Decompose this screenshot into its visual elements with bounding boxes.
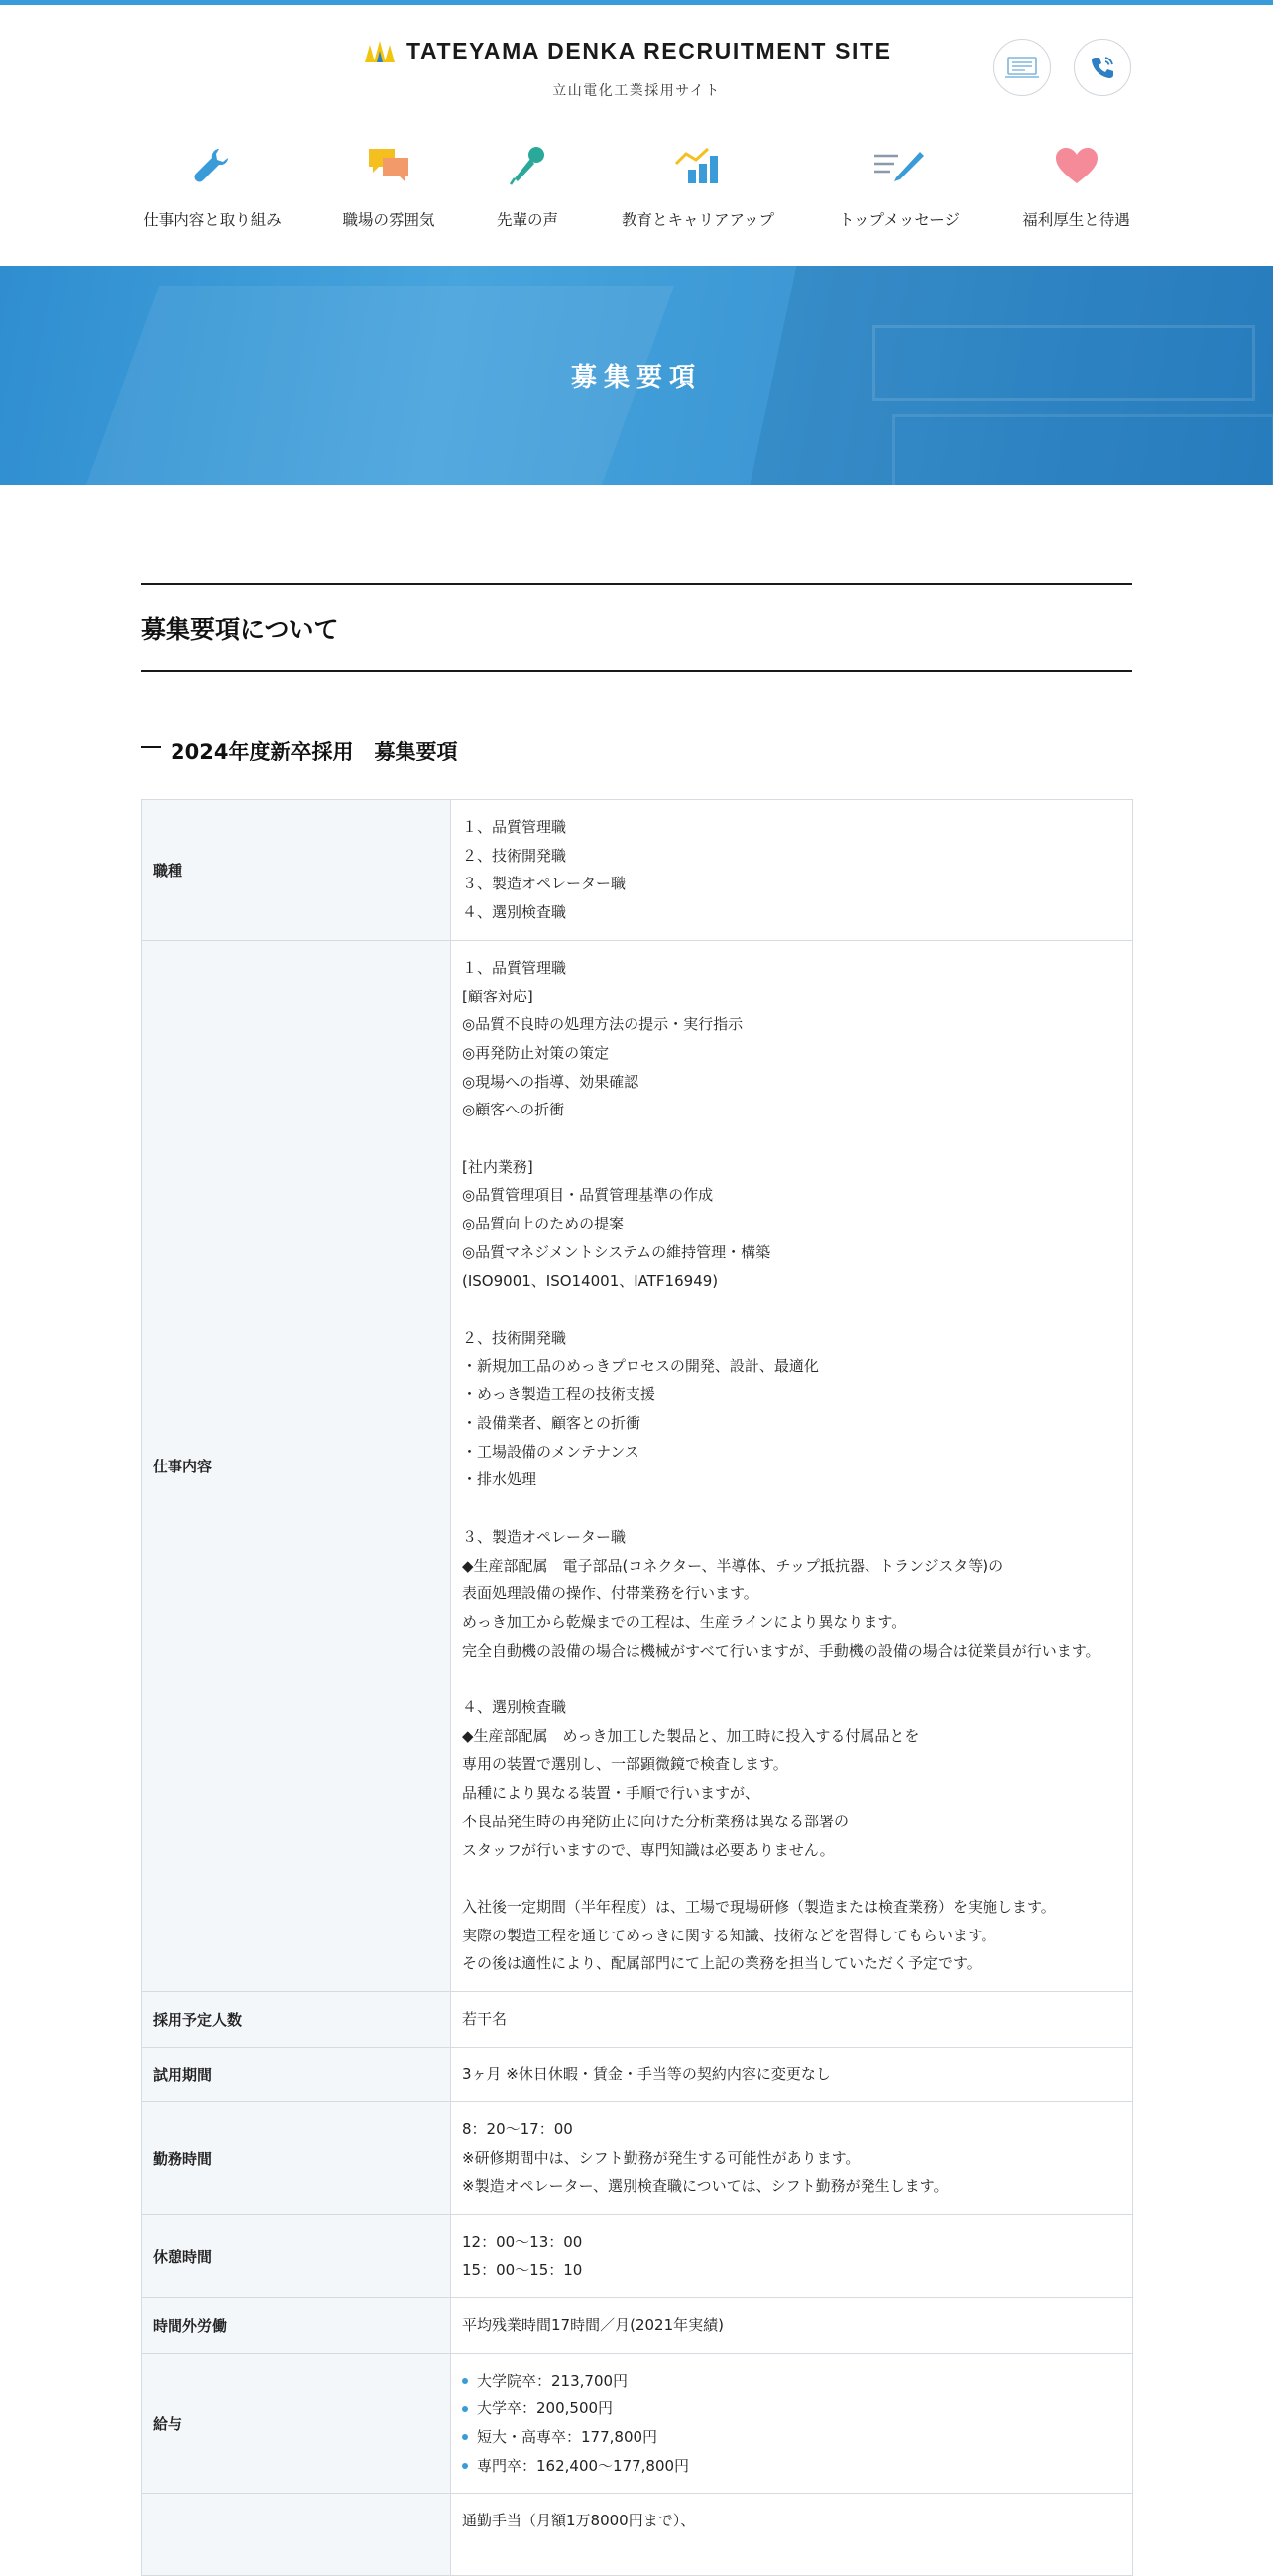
salary-text: 専門卒：162,400〜177,800円 — [477, 2456, 690, 2475]
nav-label: 福利厚生と待遇 — [1022, 211, 1130, 229]
nav-label: 職場の雰囲気 — [342, 211, 435, 229]
text-line: ◎現場への指導、効果確認 — [462, 1072, 639, 1091]
text-line: ２、技術開発職 — [462, 846, 567, 865]
text-line: [社内業務] — [462, 1157, 533, 1176]
table-row — [142, 1992, 1133, 2048]
table-row — [142, 2297, 1133, 2353]
table-row — [142, 2494, 1133, 2576]
text-line: (ISO9001、ISO14001、IATF16949) — [462, 1271, 719, 1290]
logo-mark-icon — [365, 39, 395, 64]
nav-item-education[interactable] — [618, 139, 778, 230]
text-line: [顧客対応] — [462, 987, 533, 1005]
row-label: 勤務時間 — [142, 2102, 451, 2214]
section-title: 募集要項について — [141, 615, 339, 644]
row-label: 採用予定人数 — [142, 1992, 451, 2048]
duties-cell — [451, 940, 1133, 1991]
text-line: ・めっき製造工程の技術支援 — [462, 1385, 655, 1404]
row-label: 休憩時間 — [142, 2214, 451, 2297]
nav-item-work[interactable] — [141, 139, 284, 230]
headcount-value: 若干名 — [462, 2010, 508, 2029]
overtime-cell — [451, 2297, 1133, 2353]
top-accent-bar — [0, 0, 1273, 5]
text-line: ※研修期間中は、シフト勤務が発生する可能性があります。 — [462, 2149, 861, 2167]
phone-icon — [1089, 54, 1116, 81]
text-line: ※製造オペレーター、選別検査職については、シフト勤務が発生します。 — [462, 2176, 949, 2195]
text-line: 不良品発生時の再発防止に向けた分析業務は異なる部署の — [462, 1812, 850, 1830]
logo-subtitle: 立山電化工業採用サイト — [552, 83, 721, 99]
subsection-title-text: 2024年度新卒採用 募集要項 — [171, 740, 458, 763]
table-row — [142, 2353, 1133, 2494]
contact-button[interactable] — [993, 39, 1051, 96]
text-line: ◆生産部配属 電子部品(コネクター、半導体、チップ抵抗器、トランジスタ等)の — [462, 1556, 1004, 1575]
text-line: ４、選別検査職 — [462, 1698, 567, 1717]
mail-icon — [1005, 56, 1039, 79]
logo-text: TATEYAMA DENKA RECRUITMENT SITE — [406, 38, 892, 63]
text-line: 8：20〜17：00 — [462, 2120, 573, 2139]
text-line: ◎品質マネジメントシステムの維持管理・構築 — [462, 1242, 771, 1261]
salary-item — [462, 2423, 1132, 2452]
probation-cell — [451, 2047, 1133, 2102]
text-line: ４、選別検査職 — [462, 903, 567, 922]
text-line: ◎再発防止対策の策定 — [462, 1043, 610, 1062]
nav-item-voices[interactable] — [494, 139, 561, 230]
section-rule-bottom — [141, 670, 1132, 672]
hero-banner — [0, 266, 1273, 485]
requirements-table — [141, 799, 1133, 2576]
text-line — [462, 1124, 1132, 1153]
row-label: 試用期間 — [142, 2047, 451, 2102]
table-row — [142, 2102, 1133, 2214]
text-line: 15：00〜15：10 — [462, 2261, 583, 2280]
nav-item-workplace[interactable] — [339, 139, 438, 230]
text-line: 品種により異なる装置・手順で行いますが、 — [462, 1784, 760, 1803]
salary-item — [462, 2395, 1132, 2423]
text-line: 実際の製造工程を通じてめっきに関する知識、技術などを習得してもらいます。 — [462, 1926, 996, 1944]
table-row — [142, 800, 1133, 941]
text-line: 入社後一定期間（半年程度）は、工場で現場研修（製造または検査業務）を実施します。 — [462, 1897, 1056, 1916]
allowances-cell — [451, 2494, 1133, 2576]
microphone-icon — [508, 145, 547, 186]
row-label — [142, 2494, 451, 2576]
table-row — [142, 940, 1133, 1991]
text-line: 12：00〜13：00 — [462, 2232, 583, 2251]
headcount-cell — [451, 1992, 1133, 2048]
text-line — [462, 1665, 1132, 1694]
text-line: １、品質管理職 — [462, 818, 567, 836]
text-line: １、品質管理職 — [462, 958, 567, 977]
text-line: 通勤手当（月額1万8000円まで）、 — [462, 2512, 696, 2530]
salary-text: 大学卒：200,500円 — [477, 2400, 614, 2418]
job-type-cell — [451, 800, 1133, 941]
nav-label: トップメッセージ — [839, 211, 960, 229]
row-label: 職種 — [142, 800, 451, 941]
text-line: ◎顧客への折衝 — [462, 1101, 565, 1119]
breaks-cell — [451, 2214, 1133, 2297]
bullet-dot-icon — [462, 2406, 468, 2412]
text-line: 完全自動機の設備の場合は機械がすべて行いますが、手動機の設備の場合は従業員が行います。 — [462, 1641, 1100, 1660]
site-logo[interactable] — [365, 38, 892, 64]
table-row — [142, 2214, 1133, 2297]
text-line: ◆生産部配属 めっき加工した製品と、加工時に投入する付属品とを — [462, 1726, 920, 1745]
text-line: ・工場設備のメンテナンス — [462, 1442, 639, 1461]
phone-button[interactable] — [1074, 39, 1131, 96]
section-rule-top — [141, 583, 1132, 585]
nav-label: 仕事内容と取り組み — [143, 211, 282, 229]
text-line: ３、製造オペレーター職 — [462, 875, 627, 893]
salary-cell — [451, 2353, 1133, 2494]
salary-item — [462, 2452, 1132, 2481]
bullet-dot-icon — [462, 2434, 468, 2440]
text-line: ３、製造オペレーター職 — [462, 1527, 627, 1546]
text-line: スタッフが行いますので、専門知識は必要ありません。 — [462, 1840, 835, 1859]
overtime-value: 平均残業時間17時間／月(2021年実績) — [462, 2315, 724, 2334]
probation-value: 3ヶ月 ※休日休暇・賃金・手当等の契約内容に変更なし — [462, 2064, 831, 2083]
nav-label: 先輩の声 — [496, 211, 558, 229]
bullet-dot-icon — [462, 2463, 468, 2469]
text-line: ２、技術開発職 — [462, 1328, 567, 1347]
text-line: ◎品質不良時の処理方法の提示・実行指示 — [462, 1015, 744, 1034]
growth-chart-icon — [674, 146, 722, 185]
heart-icon — [1054, 146, 1099, 185]
nav-item-message[interactable] — [835, 139, 964, 230]
row-label: 時間外労働 — [142, 2297, 451, 2353]
text-line — [462, 1864, 1132, 1893]
pen-lines-icon — [872, 148, 926, 183]
row-label: 仕事内容 — [142, 940, 451, 1991]
title-dash — [141, 746, 161, 748]
text-line — [462, 1494, 1132, 1523]
nav-item-welfare[interactable] — [1020, 139, 1132, 230]
row-label: 給与 — [142, 2353, 451, 2494]
bullet-dot-icon — [462, 2378, 468, 2384]
text-line: その後は適性により、配属部門にて上記の業務を担当していただく予定です。 — [462, 1954, 982, 1973]
salary-item — [462, 2367, 1132, 2396]
wrench-icon — [191, 145, 233, 186]
table-row — [142, 2047, 1133, 2102]
nav-label: 教育とキャリアアップ — [622, 211, 774, 229]
chat-bubbles-icon — [367, 146, 410, 185]
text-line: 専用の装置で選別し、一部顕微鏡で検査します。 — [462, 1755, 788, 1774]
hours-cell — [451, 2102, 1133, 2214]
text-line: 表面処理設備の操作、付帯業務を行います。 — [462, 1584, 758, 1603]
text-line — [462, 1295, 1132, 1324]
salary-text: 短大・高専卒：177,800円 — [477, 2428, 658, 2447]
subsection-title — [141, 736, 457, 765]
text-line: ◎品質向上のための提案 — [462, 1215, 625, 1233]
text-line: めっき加工から乾燥までの工程は、生産ラインにより異なります。 — [462, 1612, 907, 1631]
salary-text: 大学院卒：213,700円 — [477, 2371, 629, 2390]
text-line: ・設備業者、顧客との折衝 — [462, 1414, 641, 1433]
hero-title: 募集要項 — [570, 363, 702, 393]
text-line: ・排水処理 — [462, 1470, 537, 1489]
text-line: ・新規加工品のめっきプロセスの開発、設計、最適化 — [462, 1356, 819, 1375]
text-line: ◎品質管理項目・品質管理基準の作成 — [462, 1186, 714, 1205]
